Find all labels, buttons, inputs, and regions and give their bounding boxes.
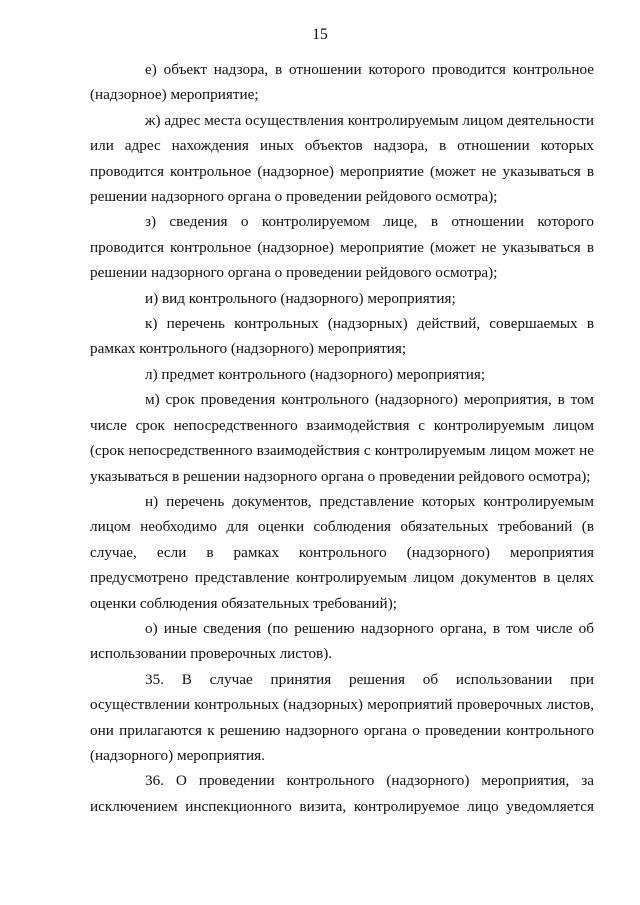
paragraph-n: н) перечень документов, представление которых контролируемым лицом необходимо для оценки соблюдения обязательных требований (в случае, если в рамках контрольного (надзорного) мероприятия предусмотрено представление контролируемым лицом документов в целях оценки соблюдения обязательных требований); <box>90 492 594 612</box>
paragraph-k: к) перечень контрольных (надзорных) действий, совершаемых в рамках контрольного (надзорного) мероприятия; <box>90 315 594 358</box>
paragraph-z: з) сведения о контролируемом лице, в отношении которого проводится контрольное (надзорное) мероприятие (может не указываться в решении надзорного органа о проведении рейдового осмотра); <box>90 213 594 282</box>
paragraph-36: 36. О проведении контрольного (надзорного) мероприятия, за исключением инспекционного визита, контролируемое лицо уведомляется <box>90 772 594 815</box>
paragraph-35: 35. В случае принятия решения об использовании при осуществлении контрольных (надзорных) мероприятий проверочных листов, они прилагаются к решению надзорного органа о проведении контрольного (надзорного) мероприятия. <box>90 670 594 764</box>
page-number: 15 <box>312 26 328 43</box>
paragraph-i: и) вид контрольного (надзорного) мероприятия; <box>145 289 456 307</box>
paragraph-m: м) срок проведения контрольного (надзорного) мероприятия, в том числе срок непосредственного взаимодействия с контролируемым лицом (срок непосредственного взаимодействия с контролируемым лицом может не указываться в решении надзорного органа о проведении рейдового осмотра); <box>90 391 594 485</box>
document-body <box>90 57 594 819</box>
paragraph-l: л) предмет контрольного (надзорного) мероприятия; <box>145 365 486 383</box>
paragraph-e: е) объект надзора, в отношении которого проводится контрольное (надзорное) мероприятие; <box>90 61 594 104</box>
paragraph-o: о) иные сведения (по решению надзорного органа, в том числе об использовании проверочных листов). <box>90 619 594 663</box>
paragraph-zh: ж) адрес места осуществления контролируемым лицом деятельности или адрес нахождения иных объектов надзора, в отношении которых проводится контрольное (надзорное) мероприятие (может не указываться в решении надзорного органа о проведении рейдового осмотра); <box>90 111 594 206</box>
